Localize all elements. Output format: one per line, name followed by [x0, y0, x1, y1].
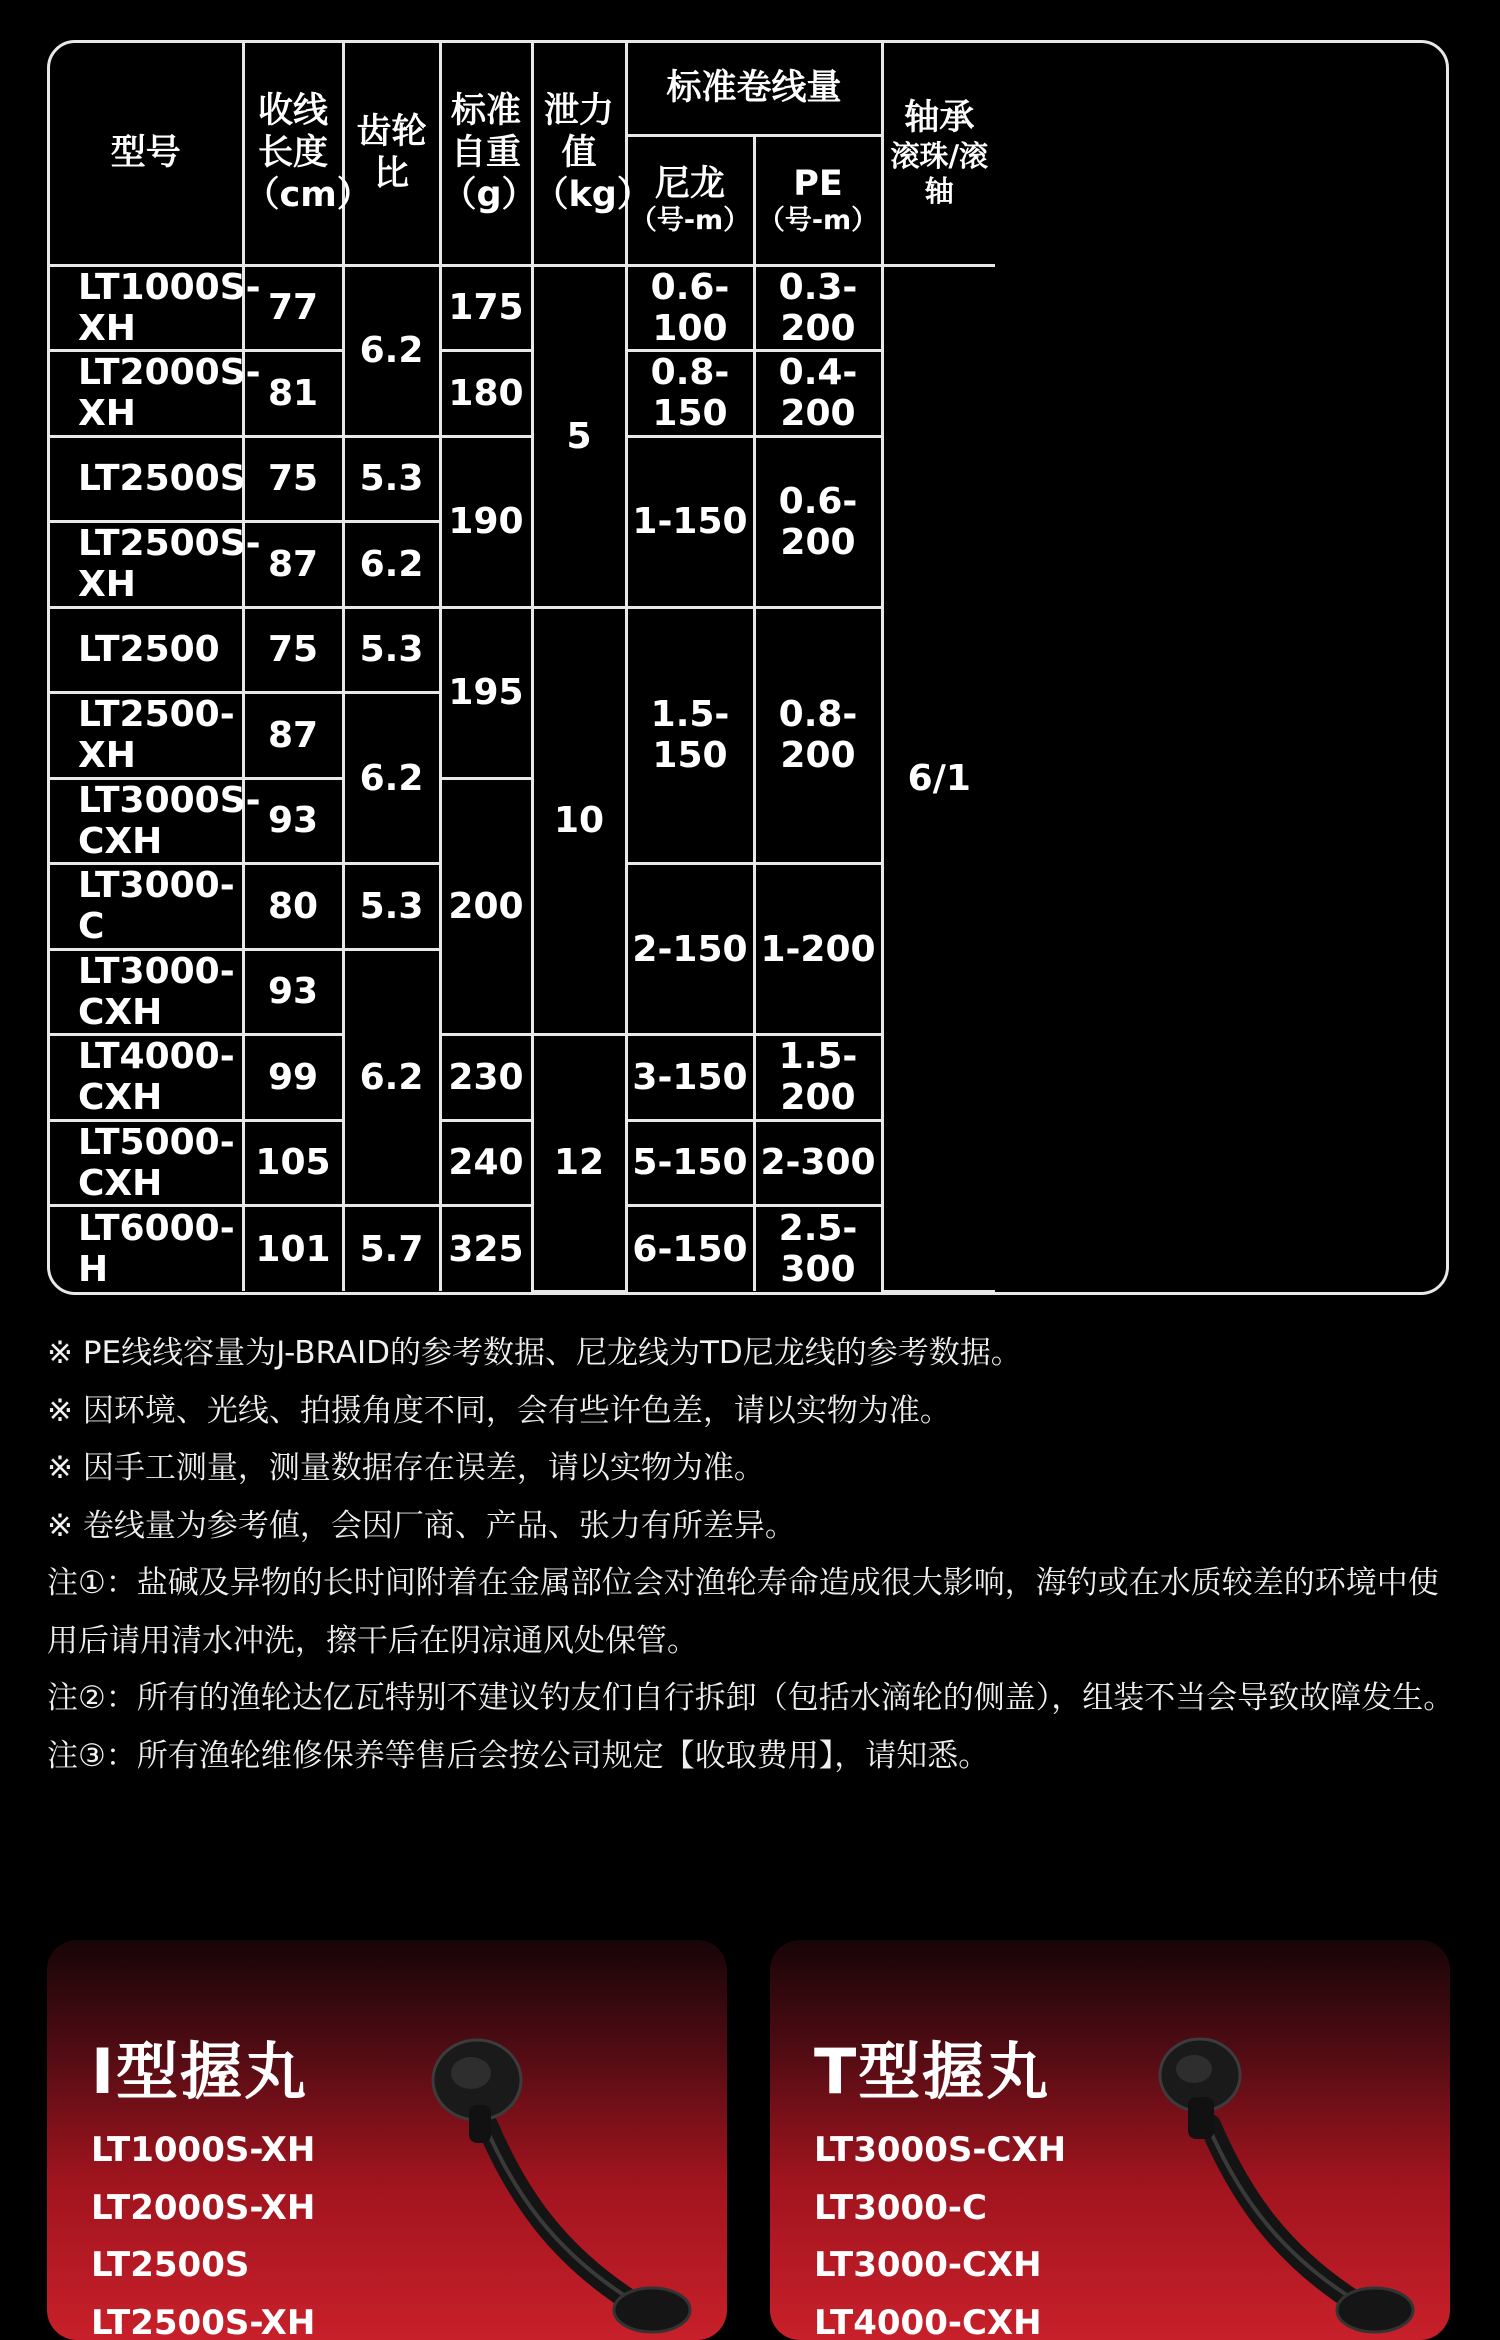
header-capacity: 标准卷线量 [626, 43, 882, 135]
pe-cell: 0.4-200 [754, 351, 882, 437]
nylon-cell: 3-150 [626, 1035, 754, 1121]
table-row [50, 607, 1446, 693]
card-model-item: LT2500S [91, 2237, 315, 2295]
drag-cell: 12 [532, 1035, 626, 1292]
pe-cell: 2-300 [754, 1120, 882, 1206]
card-model-item: LT1000S-XH [91, 2122, 315, 2180]
header-retrieve-line1: 收线 [258, 91, 328, 131]
gear-cell: 5.3 [343, 436, 440, 522]
model-cell: LT3000-CXH [50, 949, 243, 1035]
gear-cell: 6.2 [343, 265, 440, 436]
header-retrieve-line3: （cm） [245, 175, 372, 215]
model-cell: LT6000-H [50, 1206, 243, 1292]
model-cell: LT4000-CXH [50, 1035, 243, 1121]
table-row [50, 1206, 1446, 1292]
gear-cell: 5.3 [343, 607, 440, 693]
retrieve-cell: 93 [243, 949, 343, 1035]
card-model-item: LT3000-C [814, 2180, 1066, 2238]
gear-cell: 5.7 [343, 1206, 440, 1292]
header-drag [532, 43, 626, 265]
spec-table-container [47, 40, 1449, 1295]
notes-section [47, 1325, 1467, 1785]
i-knob-handle-image [407, 2025, 707, 2340]
model-cell: LT3000S-CXH [50, 778, 243, 864]
header-model: 型号 [50, 43, 243, 265]
weight-cell: 195 [440, 607, 532, 778]
header-pe-line1: PE [793, 164, 843, 204]
retrieve-cell: 99 [243, 1035, 343, 1121]
retrieve-cell: 80 [243, 864, 343, 950]
retrieve-cell: 93 [243, 778, 343, 864]
header-pe-line2: （号-m） [756, 205, 881, 237]
nylon-cell: 2-150 [626, 864, 754, 1035]
handle-card-t [770, 1940, 1450, 2340]
weight-cell: 180 [440, 351, 532, 437]
model-cell: LT2500-XH [50, 693, 243, 779]
card-model-item: LT3000-CXH [814, 2237, 1066, 2295]
model-cell: LT2500 [50, 607, 243, 693]
weight-cell: 200 [440, 778, 532, 1035]
header-gear: 齿轮比 [343, 43, 440, 265]
model-cell: LT2500S-XH [50, 522, 243, 608]
header-weight-line2: 自重 [451, 133, 521, 173]
weight-cell: 240 [440, 1120, 532, 1206]
nylon-cell: 1-150 [626, 436, 754, 607]
header-bearing [882, 43, 995, 265]
table-row [50, 351, 1446, 437]
nylon-cell: 1.5-150 [626, 607, 754, 864]
table-row [50, 1120, 1446, 1206]
card-model-list [91, 2122, 315, 2340]
handle-card-i [47, 1940, 727, 2340]
t-knob-handle-image [1130, 2025, 1430, 2340]
model-cell: LT1000S-XH [50, 265, 243, 351]
drag-cell: 10 [532, 607, 626, 1035]
header-pe [754, 135, 882, 265]
card-model-item: LT2500S-XH [91, 2295, 315, 2340]
weight-cell: 230 [440, 1035, 532, 1121]
retrieve-cell: 75 [243, 436, 343, 522]
model-cell: LT3000-C [50, 864, 243, 950]
table-row [50, 436, 1446, 522]
card-title: T型握丸 [814, 2022, 1050, 2111]
nylon-cell: 6-150 [626, 1206, 754, 1292]
pe-cell: 0.6-200 [754, 436, 882, 607]
header-weight-line3: （g） [442, 175, 537, 215]
drag-cell: 5 [532, 265, 626, 607]
weight-cell: 325 [440, 1206, 532, 1292]
retrieve-cell: 81 [243, 351, 343, 437]
gear-cell: 6.2 [343, 949, 440, 1206]
model-cell: LT2500S [50, 436, 243, 522]
header-nylon-line2: （号-m） [628, 205, 753, 237]
header-retrieve-line2: 长度 [258, 133, 328, 173]
table-row [50, 1035, 1446, 1121]
pe-cell: 1.5-200 [754, 1035, 882, 1121]
header-weight-line1: 标准 [451, 91, 521, 131]
pe-cell: 1-200 [754, 864, 882, 1035]
gear-cell: 6.2 [343, 693, 440, 864]
spec-table [50, 43, 1446, 1293]
card-title: I型握丸 [91, 2022, 308, 2111]
retrieve-cell: 77 [243, 265, 343, 351]
note-item: ※ 卷线量为参考値，会因厂商、产品、张力有所差异。 [47, 1498, 1467, 1556]
nylon-cell: 0.6-100 [626, 265, 754, 351]
nylon-cell: 0.8-150 [626, 351, 754, 437]
note-item: ※ PE线线容量为J-BRAID的参考数据、尼龙线为TD尼龙线的参考数据。 [47, 1325, 1467, 1383]
gear-cell: 5.3 [343, 864, 440, 950]
card-model-item: LT2000S-XH [91, 2180, 315, 2238]
weight-cell: 175 [440, 265, 532, 351]
gear-cell: 6.2 [343, 522, 440, 608]
note-item: 注③：所有渔轮维修保养等售后会按公司规定【收取费用】，请知悉。 [47, 1728, 1467, 1786]
header-weight [440, 43, 532, 265]
model-cell: LT2000S-XH [50, 351, 243, 437]
retrieve-cell: 87 [243, 693, 343, 779]
model-cell: LT5000-CXH [50, 1120, 243, 1206]
table-row [50, 864, 1446, 950]
retrieve-cell: 87 [243, 522, 343, 608]
retrieve-cell: 101 [243, 1206, 343, 1292]
header-drag-line2: （kg） [534, 175, 652, 215]
note-item: ※ 因环境、光线、拍摄角度不同，会有些许色差，请以实物为准。 [47, 1383, 1467, 1441]
note-item: 注①：盐碱及异物的长时间附着在金属部位会对渔轮寿命造成很大影响，海钓或在水质较差的环境中使用后请用清水冲洗，擦干后在阴凉通风处保管。 [47, 1555, 1467, 1670]
card-model-item: LT4000-CXH [814, 2295, 1066, 2340]
header-retrieve [243, 43, 343, 265]
bearing-cell: 6/1 [882, 265, 995, 1291]
pe-cell: 2.5-300 [754, 1206, 882, 1292]
card-model-item: LT3000S-CXH [814, 2122, 1066, 2180]
retrieve-cell: 105 [243, 1120, 343, 1206]
header-drag-line1: 泄力值 [544, 91, 614, 173]
weight-cell: 190 [440, 436, 532, 607]
pe-cell: 0.3-200 [754, 265, 882, 351]
header-bearing-line1: 轴承 [904, 98, 974, 138]
retrieve-cell: 75 [243, 607, 343, 693]
nylon-cell: 5-150 [626, 1120, 754, 1206]
table-row [50, 265, 1446, 351]
pe-cell: 0.8-200 [754, 607, 882, 864]
header-nylon-line1: 尼龙 [655, 164, 725, 204]
note-item: ※ 因手工测量，测量数据存在误差，请以实物为准。 [47, 1440, 1467, 1498]
note-item: 注②：所有的渔轮达亿瓦特别不建议钓友们自行拆卸（包括水滴轮的侧盖），组装不当会导致故障发生。 [47, 1670, 1467, 1728]
header-bearing-line2: 滚珠/滚轴 [884, 139, 996, 209]
card-model-list [814, 2122, 1066, 2340]
